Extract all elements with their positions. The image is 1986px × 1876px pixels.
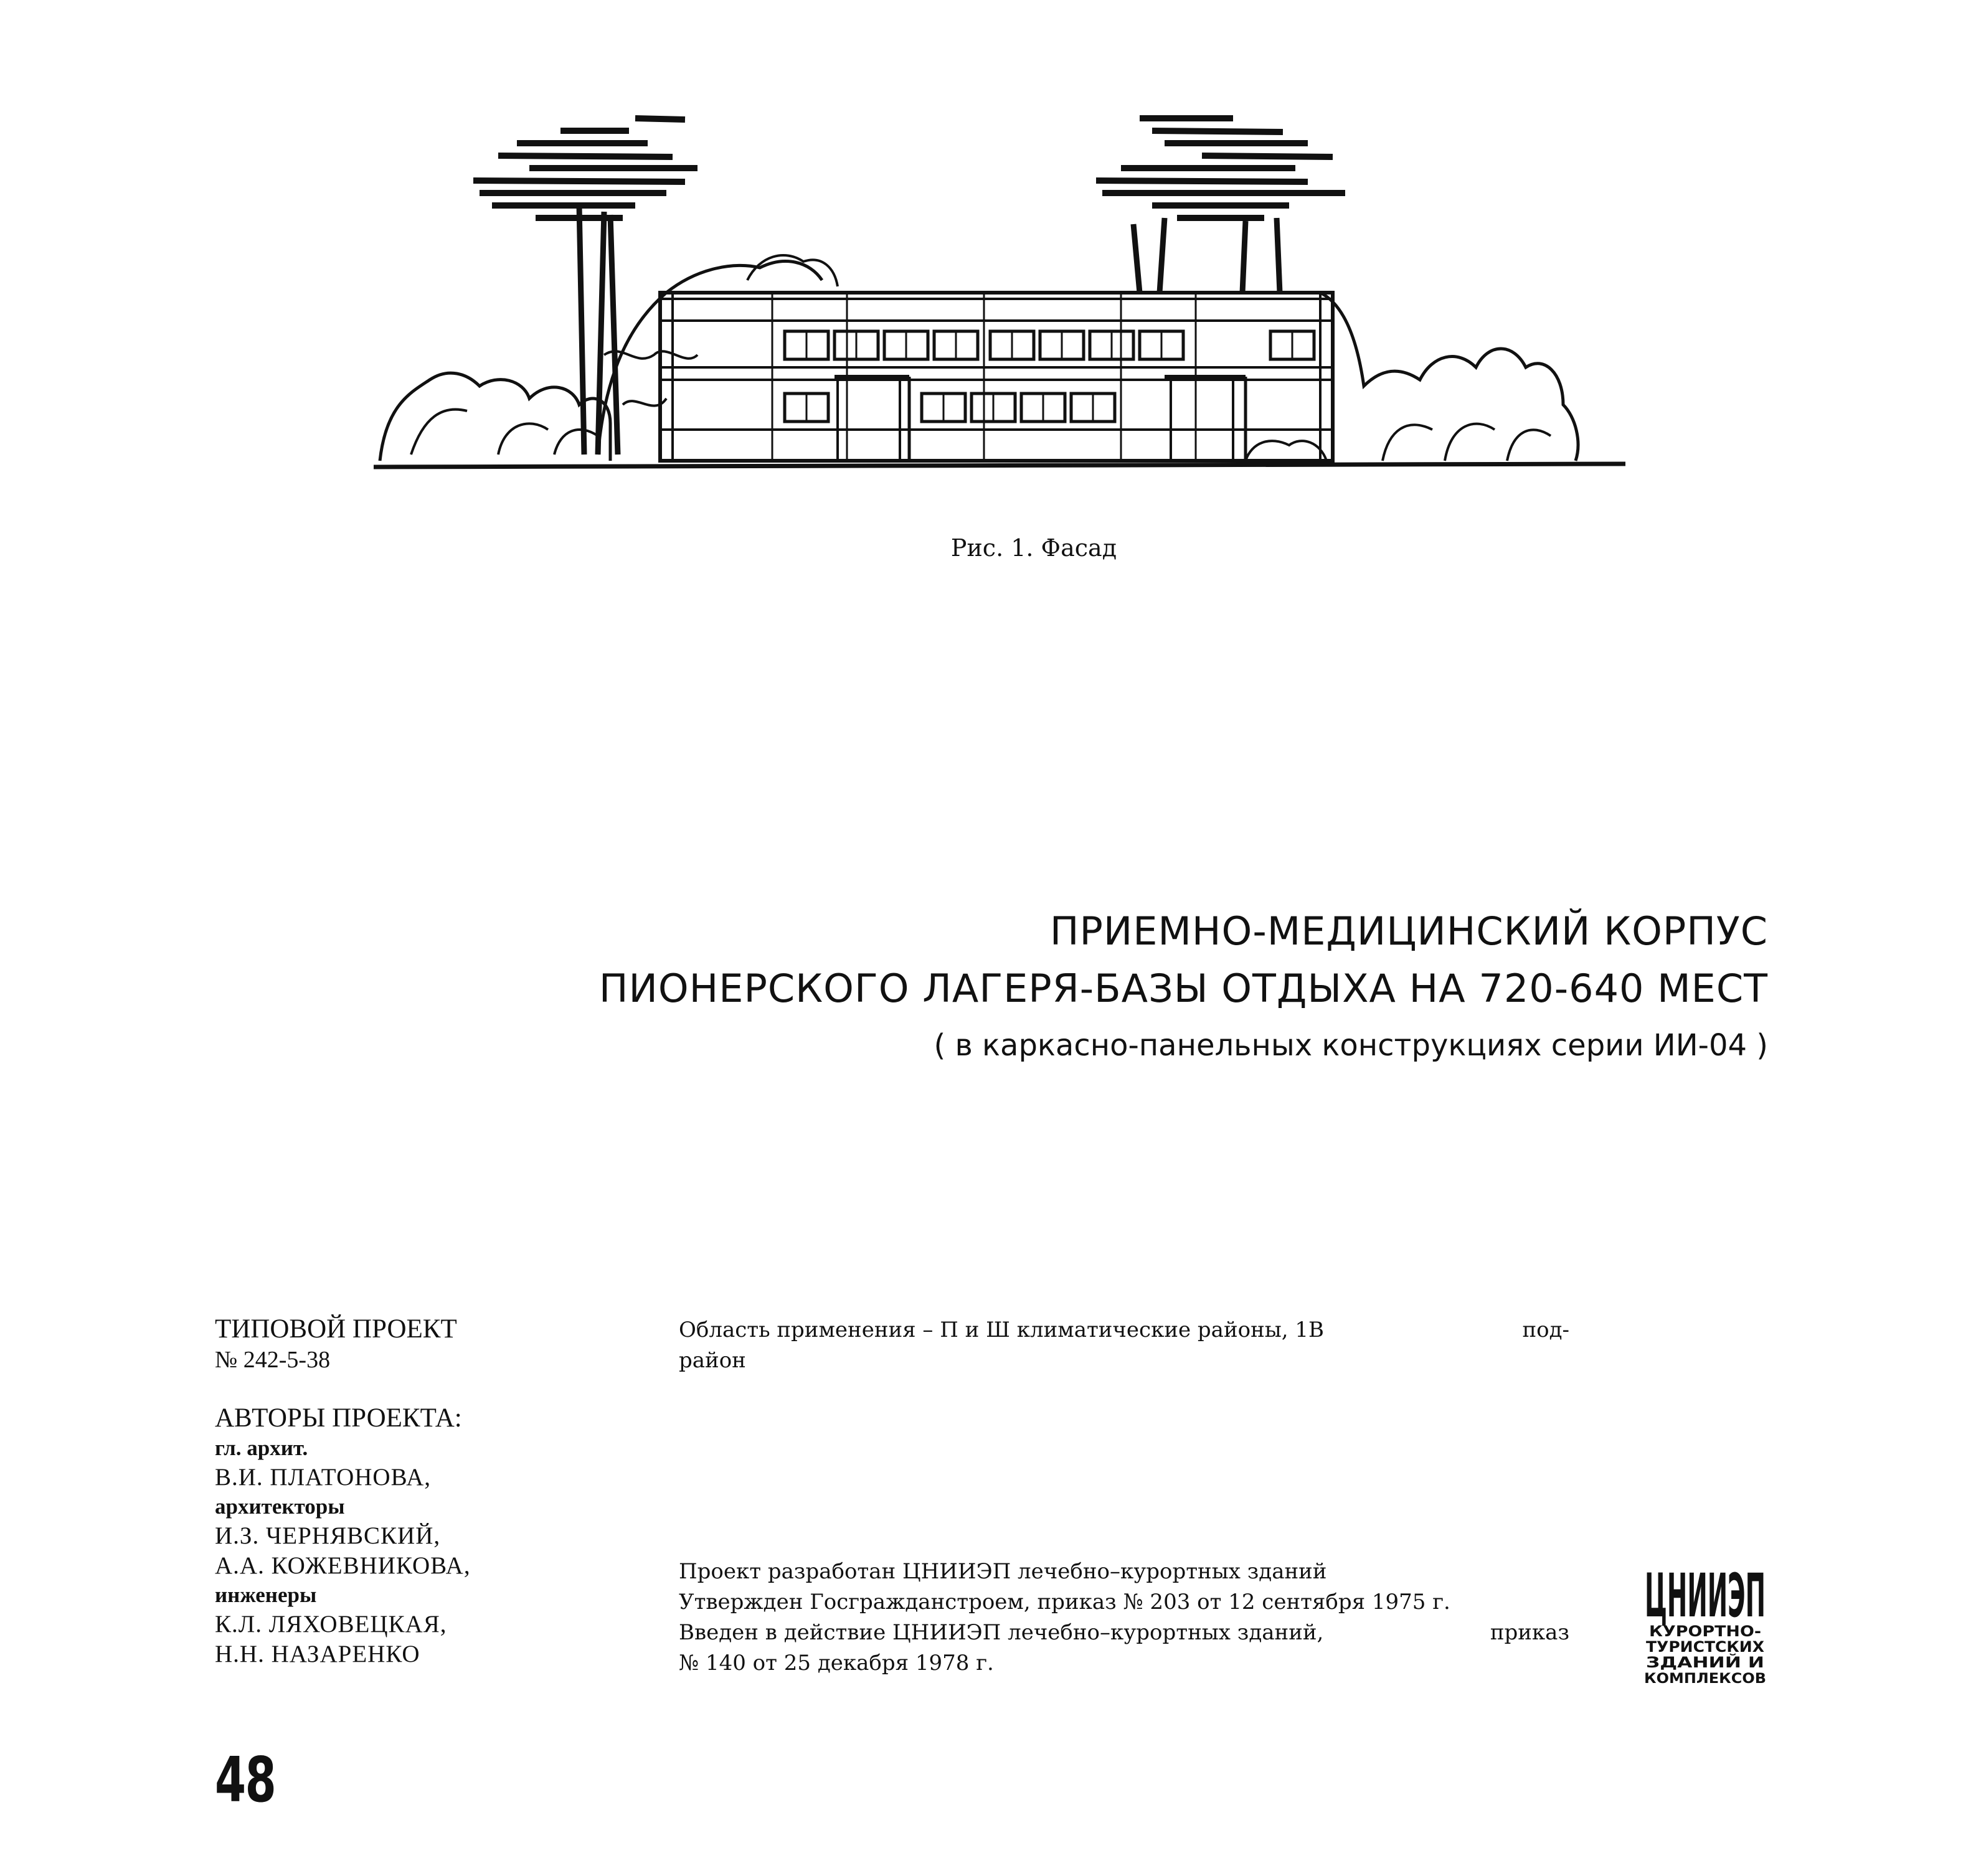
project-info [215,1314,564,1669]
approval-info [679,1557,1569,1679]
chief-architect-role: гл. архит. [215,1436,308,1460]
project-label: ТИПОВОЙ ПРОЕКТ [215,1314,457,1344]
engineers-role: инженеры [215,1583,317,1607]
approval-line-1: Проект разработан ЦНИИЭП лечебно–курортных зданий [679,1559,1327,1584]
facade-drawing [374,106,1625,479]
project-number: № 242-5-38 [215,1347,331,1373]
logo-line-1: КУРОРТНО- [1649,1623,1761,1640]
document-title [599,903,1768,1073]
figure-caption: Рис. 1. Фасад [950,534,1117,562]
logo-line-3: ЗДАНИЙ И [1646,1654,1737,1671]
approval-line-3-end: приказ [1490,1620,1569,1645]
application-area [679,1315,1569,1376]
title-line-3: ( в каркасно-панельных конструкциях серии ИИ-04 ) [934,1028,1768,1063]
logo-mark: ЦНИИЭП [1645,1561,1766,1631]
approval-line-4: № 140 от 25 декабря 1978 г. [679,1651,994,1676]
title-line-2: ПИОНЕРСКОГО ЛАГЕРЯ-БАЗЫ ОТДЫХА НА 720-640 МЕСТ [598,966,1768,1011]
architect-name-2: А.А. КОЖЕВНИКОВА, [215,1552,471,1579]
architects-role: архитекторы [215,1494,345,1519]
chief-architect-name: В.И. ПЛАТОНОВА, [215,1464,432,1491]
page-number: 48 [215,1743,276,1816]
engineer-name-1: К.Л. ЛЯХОВЕЦКАЯ, [215,1611,447,1638]
application-line-1-end: под- [1522,1317,1569,1342]
logo-line-4: КОМПЛЕКСОВ [1644,1671,1766,1686]
application-line-2: район [679,1348,746,1373]
authors-heading: АВТОРЫ ПРОЕКТА: [215,1403,462,1433]
approval-line-3: Введен в действие ЦНИИЭП лечебно–курортных зданий, [679,1620,1324,1645]
tsniiep-logo [1643,1543,1767,1686]
logo-line-2: ТУРИСТСКИХ [1646,1638,1765,1656]
engineer-name-2: Н.Н. НАЗАРЕНКО [215,1641,420,1667]
approval-line-2: Утвержден Госгражданстроем, приказ № 203 от 12 сентября 1975 г. [679,1590,1450,1614]
architect-name-1: И.З. ЧЕРНЯВСКИЙ, [215,1522,441,1549]
title-line-1: ПРИЕМНО-МЕДИЦИНСКИЙ КОРПУС [1049,908,1768,954]
application-line-1: Область применения – П и Ш климатические районы, 1В [679,1317,1325,1342]
